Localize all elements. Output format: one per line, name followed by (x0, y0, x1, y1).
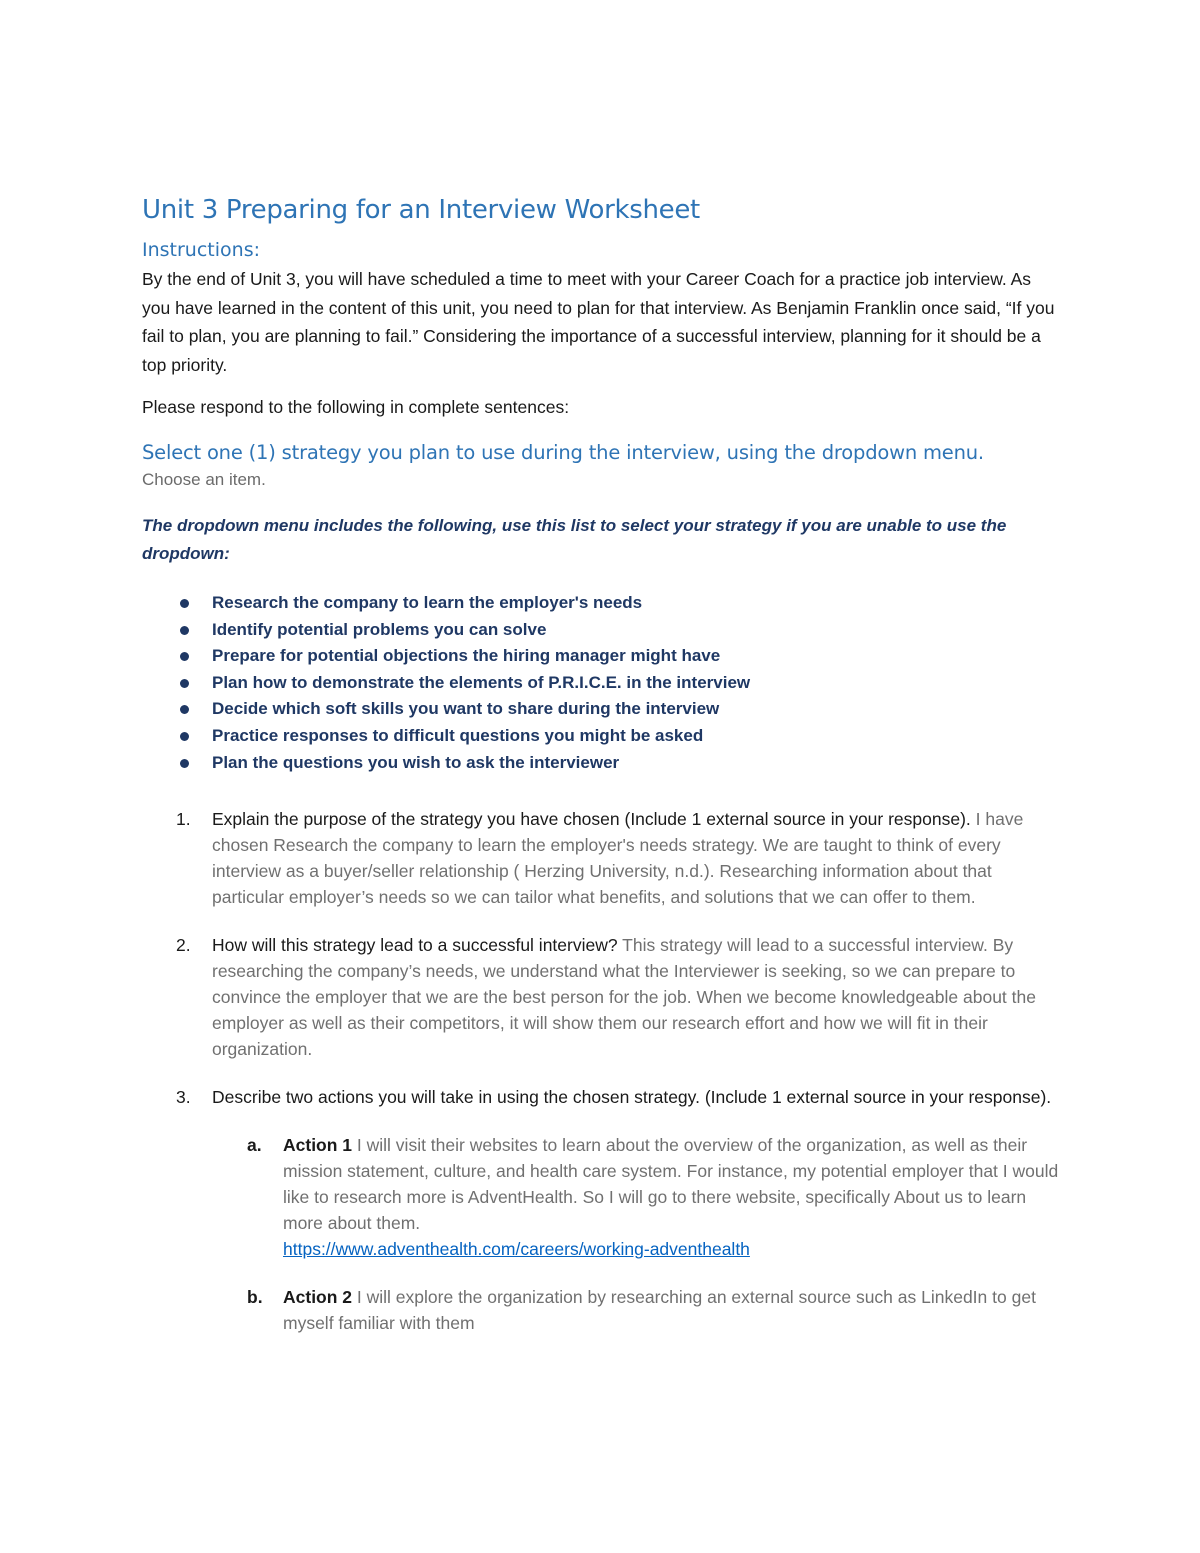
adventhealth-link[interactable]: https://www.adventhealth.com/careers/working-adventhealth (283, 1239, 750, 1260)
action-item-1 (212, 1132, 1062, 1262)
list-item (180, 617, 1062, 644)
strategy-text: Decide which soft skills you want to share during the interview (212, 699, 720, 719)
question-number: 2. (176, 935, 191, 956)
question-number: 1. (176, 809, 191, 830)
answer-text[interactable]: I will explore the organization by researching an external source such as LinkedIn to get myself familiar with them (283, 1287, 1036, 1334)
bullet-icon (180, 732, 189, 741)
select-strategy-heading: Select one (1) strategy you plan to use during the interview, using the dropdown menu. (142, 441, 984, 464)
bullet-icon (180, 599, 189, 608)
action-list (212, 1132, 1062, 1336)
list-item (180, 670, 1062, 697)
dropdown-note: The dropdown menu includes the following, use this list to select your strategy if you are unable to use the dropdown: (142, 516, 1007, 563)
strategy-text: Plan the questions you wish to ask the interviewer (212, 752, 620, 772)
strategy-text: Practice responses to difficult questions you might be asked (212, 725, 704, 745)
answer-text[interactable]: This strategy will lead to a successful interview. By researching the company’s needs, we understand what the Interviewer is seeking, so we can prepare to convince the employer that we are the best person for the job. When we become knowledgeable about the employer as well as their competitors, it will show them our research effort and how we will fit in their organization. (212, 935, 1036, 1060)
action-label: Action 2 (283, 1287, 353, 1308)
instructions-body: By the end of Unit 3, you will have scheduled a time to meet with your Career Coach for a practice job interview. As you have learned in the content of this unit, you need to plan for that interview. As Benjamin Franklin once said, “If you fail to plan, you are planning to fail.” Considering the importance of a successful interview, planning for it should be a top priority. (142, 269, 1055, 375)
question-text: How will this strategy lead to a successful interview? (212, 935, 618, 956)
answer-text[interactable]: I will visit their websites to learn about the overview of the organization, as well as their mission statement, culture, and health care system. For instance, my potential employer that I would like to research more is AdventHealth. So I will go to there website, specifically About us to learn more about them. (283, 1135, 1059, 1234)
action-letter: a. (247, 1135, 262, 1156)
action-label: Action 1 (283, 1135, 353, 1156)
list-item (180, 723, 1062, 750)
prompt-text: Please respond to the following in complete sentences: (142, 397, 570, 417)
strategy-text: Research the company to learn the employer's needs (212, 593, 643, 612)
question-item-2 (142, 932, 1062, 1062)
document-page (142, 195, 1062, 1358)
bullet-icon (180, 759, 189, 768)
list-item (180, 643, 1062, 670)
document-title: Unit 3 Preparing for an Interview Worksheet (142, 195, 700, 225)
question-item-3 (142, 1084, 1062, 1336)
bullet-icon (180, 652, 189, 661)
strategy-dropdown[interactable]: Choose an item. (142, 470, 266, 489)
strategy-text: Prepare for potential objections the hiring manager might have (212, 646, 721, 666)
question-list (142, 806, 1062, 1336)
action-item-2 (212, 1284, 1062, 1336)
question-item-1 (142, 806, 1062, 910)
question-number: 3. (176, 1087, 191, 1108)
list-item (180, 590, 1062, 617)
strategy-list (142, 590, 1062, 776)
strategy-text: Identify potential problems you can solve (212, 619, 547, 639)
question-text: Explain the purpose of the strategy you have chosen (Include 1 external source in your response). (212, 809, 971, 830)
list-item (180, 750, 1062, 777)
bullet-icon (180, 679, 189, 688)
bullet-icon (180, 705, 189, 714)
instructions-heading: Instructions: (142, 239, 260, 261)
strategy-text: Plan how to demonstrate the elements of P.R.I.C.E. in the interview (212, 672, 751, 692)
bullet-icon (180, 626, 189, 635)
answer-text[interactable]: I have chosen Research the company to learn the employer's needs strategy. We are taught to think of every interview as a buyer/seller relationship ( Herzing University, n.d.). Researching information about that particular employer’s needs so we can tailor what benefits, and solutions that we can offer to them. (212, 809, 1024, 908)
list-item (180, 696, 1062, 723)
action-letter: b. (247, 1287, 263, 1308)
question-text: Describe two actions you will take in using the chosen strategy. (Include 1 external source in your response). (212, 1087, 1052, 1108)
